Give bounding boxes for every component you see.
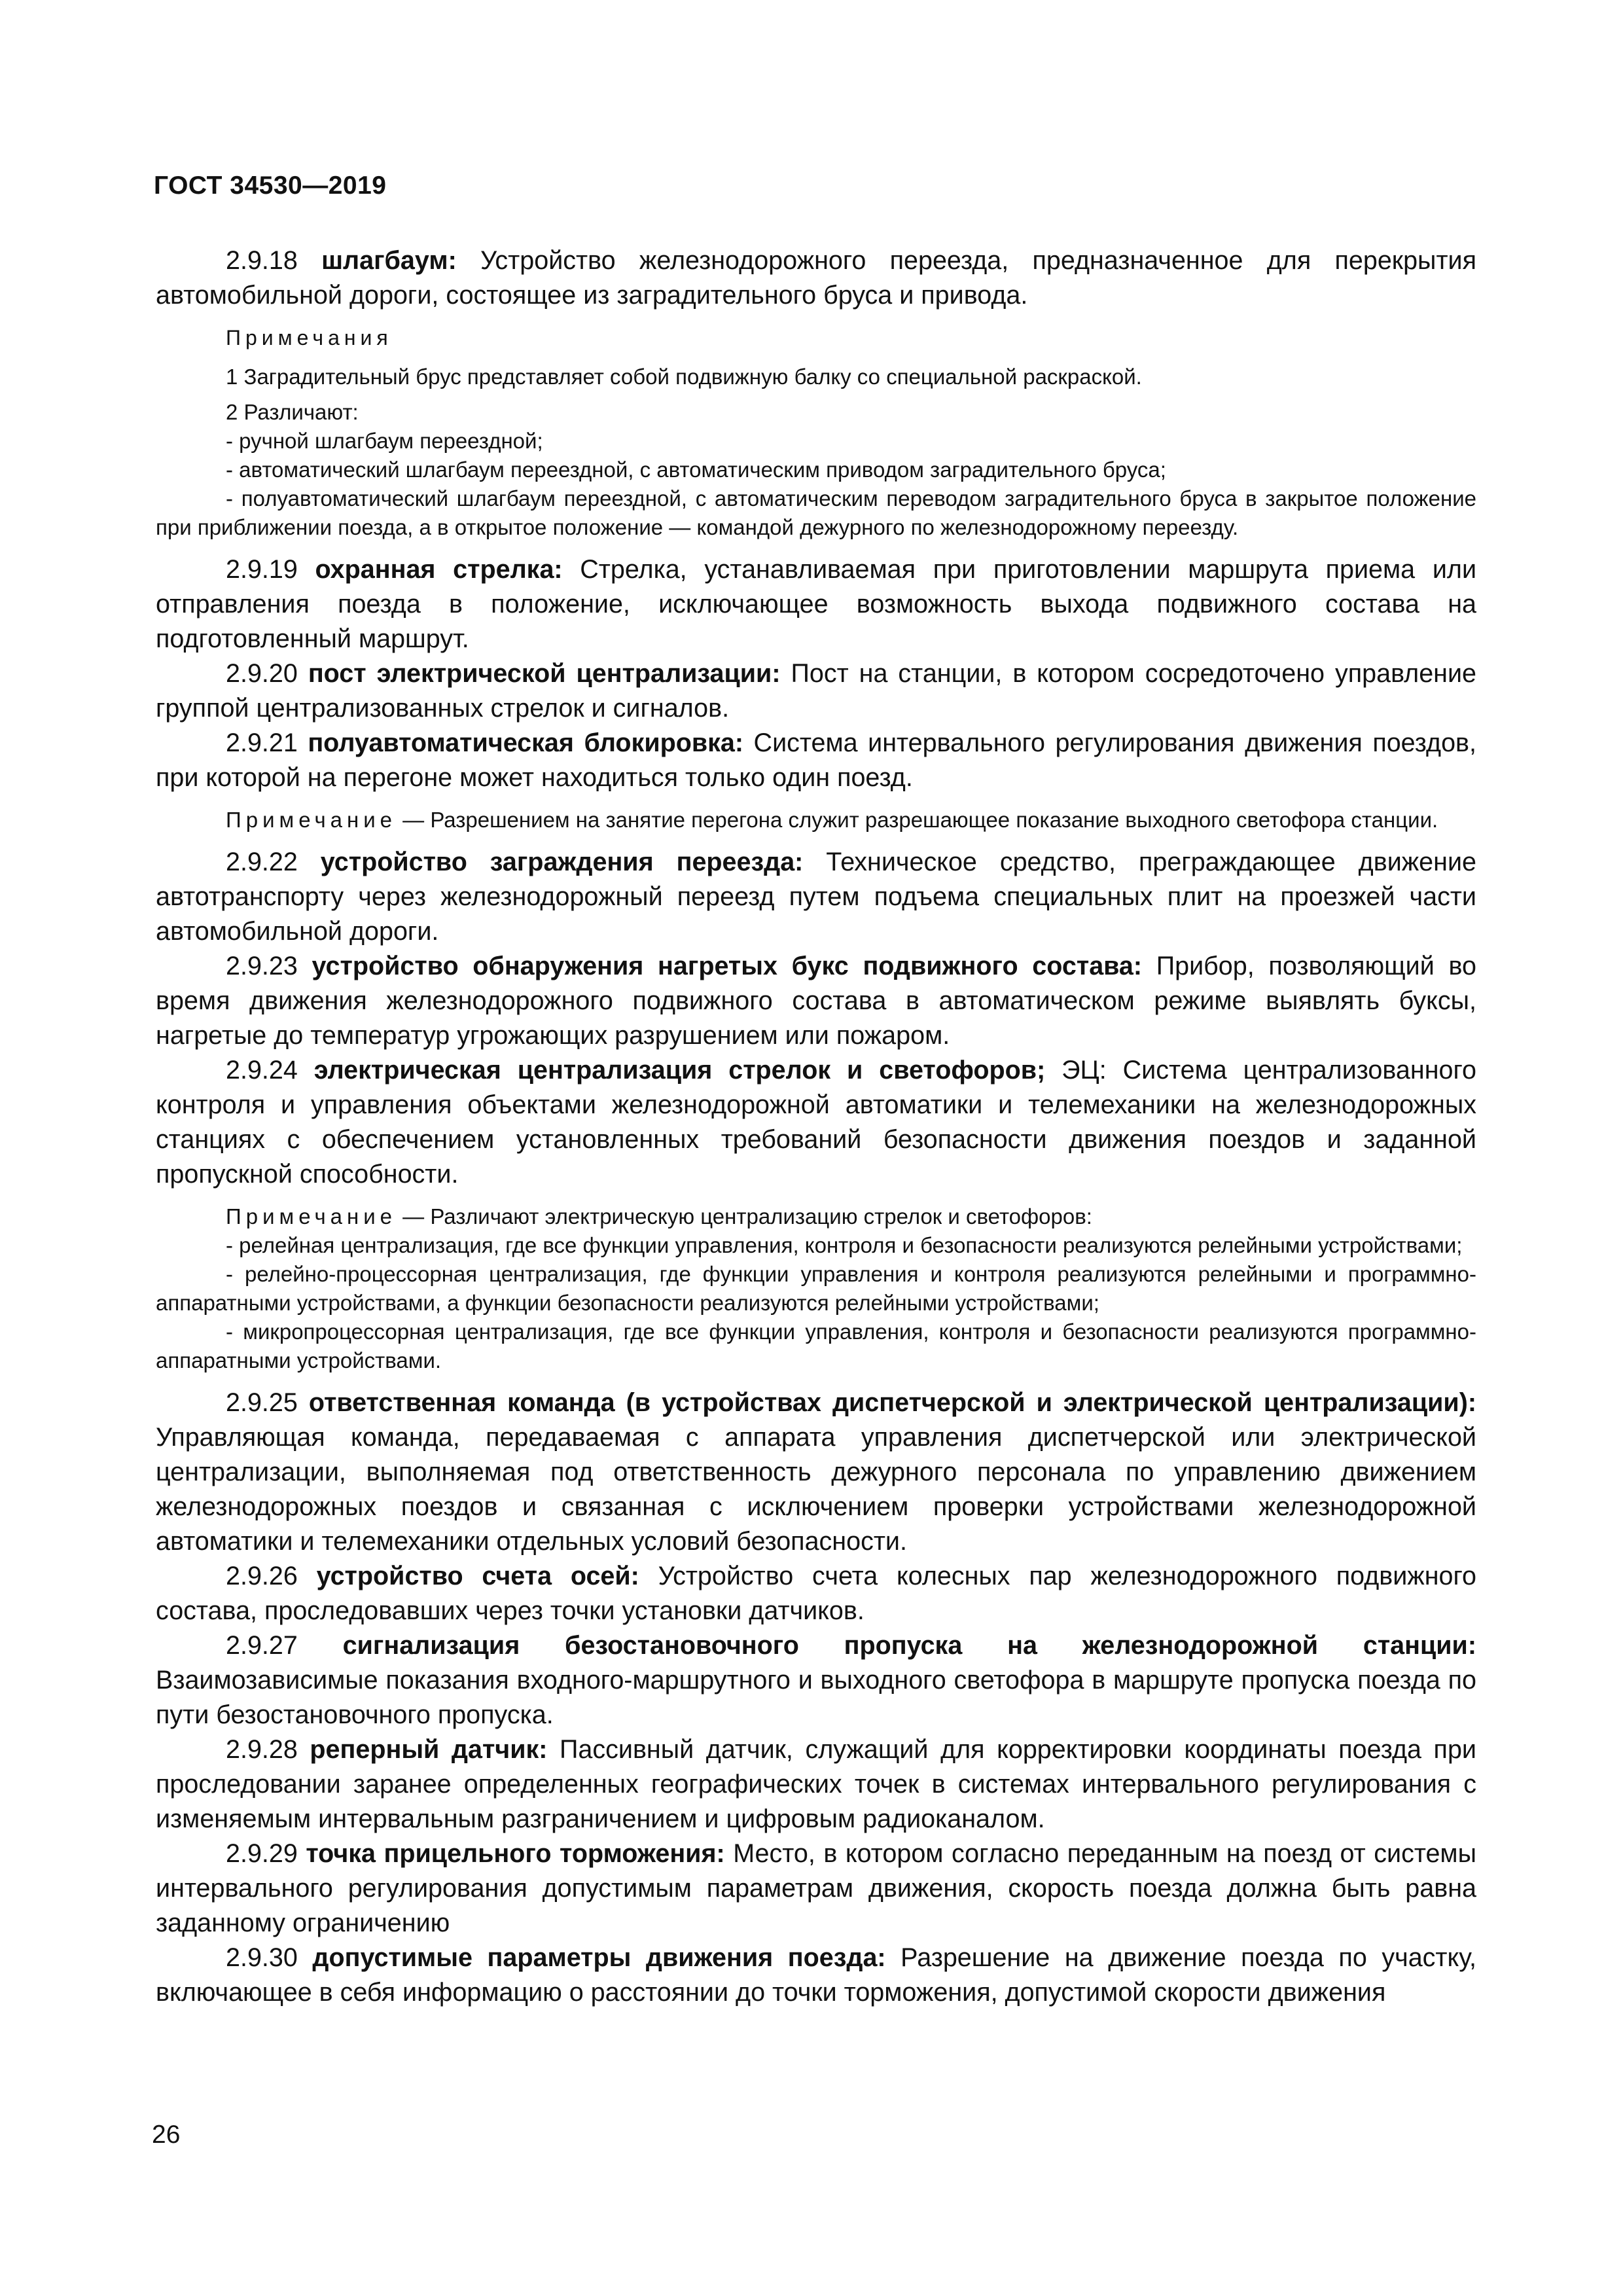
term-definition: Устройство железнодорожного переезда, предназначенное для перекрытия автомобильной дороги, состоящее из заградительного бруса и привода. [156, 246, 1476, 310]
note-list-item: - автоматический шлагбаум переездной, с автоматическим приводом заградительного бруса; [226, 457, 1166, 482]
term-2-9-22 [156, 845, 1476, 949]
term-definition: Управляющая команда, передаваемая с аппарата управления диспетчерской или электрической централизации, выполняемая под ответственность дежурного персонала по управлению движением железнодорожных поездов и связанная с исключением проверки устройствами железнодорожной автоматики и телемеханики отдельных условий безопасности. [156, 1423, 1476, 1556]
term-number: 2.9.27 [226, 1631, 343, 1660]
term-definition: Стрелка, устанавливаемая при приготовлении маршрута приема или отправления поезда в положение, исключающее возможность выхода подвижного состава на подготовленный маршрут. [156, 555, 1477, 653]
term-number: 2.9.29 [226, 1839, 306, 1868]
term-number: 2.9.30 [226, 1943, 313, 1972]
term-definition: Пассивный датчик, служащий для корректировки координаты поезда при проследовании заранее определенных географических точек в системах интервального регулирования с изменяемым интервальным разграничением и цифровым радиоканалом. [156, 1735, 1476, 1833]
note-label: Примечание [226, 1204, 397, 1229]
term-number: 2.9.19 [226, 555, 315, 584]
term-name: точка прицельного торможения: [306, 1839, 725, 1868]
term-definition: Место, в котором согласно переданным на поезд от системы интервального регулирования допустимым параметрам движения, скорость поезда должна быть равна заданному ограничению [156, 1839, 1476, 1937]
term-name: сигнализация безостановочного пропуска на железнодорожной станции: [342, 1631, 1476, 1660]
term-2-9-19 [156, 552, 1476, 656]
document-body [156, 243, 1476, 2010]
term-name: допустимые параметры движения поезда: [312, 1943, 886, 1972]
term-2-9-23 [156, 949, 1476, 1053]
term-name: охранная стрелка: [315, 555, 563, 584]
note-list-item: - релейно-процессорная централизация, где функции управления и контроля реализуются релейными и программно-аппаратными устройствами, а функции безопасности реализуются релейными устройствами; [156, 1262, 1476, 1315]
term-2-9-24 [156, 1053, 1476, 1192]
page-number: 26 [152, 2121, 181, 2149]
term-number: 2.9.26 [226, 1562, 317, 1590]
note-list-item: - полуавтоматический шлагбаум переездной, с автоматическим переводом заградительного бруса в закрытое положение при приближении поезда, а в открытое положение — командой дежурного по железнодорожному переезду. [156, 486, 1476, 539]
term-number: 2.9.18 [226, 246, 322, 275]
note-text: — Разрешением на занятие перегона служит разрешающее показание выходного светофора станции. [397, 808, 1438, 832]
document-header: ГОСТ 34530—2019 [154, 171, 387, 200]
term-definition: Устройство счета колесных пар железнодорожного подвижного состава, проследовавших через точки установки датчиков. [156, 1562, 1476, 1625]
term-2-9-29 [156, 1837, 1476, 1941]
note-item: 2 Различают: [226, 400, 359, 424]
note-list-item: - релейная централизация, где все функции управления, контроля и безопасности реализуются релейными устройствами; [226, 1233, 1463, 1257]
term-definition: Прибор, позволяющий во время движения железнодорожного подвижного состава в автоматическом режиме выявлять буксы, нагретые до температур угрожающих разрушением или пожаром. [156, 952, 1476, 1050]
term-2-9-18 [156, 243, 1476, 313]
term-2-9-28 [156, 1732, 1476, 1837]
note-list-item: - ручной шлагбаум переездной; [226, 429, 543, 453]
term-name: пост электрической централизации: [308, 659, 781, 688]
term-name: устройство обнаружения нагретых букс подвижного состава: [312, 952, 1143, 980]
note-2-9-21 [156, 806, 1476, 834]
term-name: устройство заграждения переезда: [320, 848, 804, 876]
note-label: Примечание [226, 808, 397, 832]
term-number: 2.9.20 [226, 659, 308, 688]
term-2-9-30 [156, 1941, 1476, 2010]
term-definition: Разрешение на движение поезда по участку, включающее в себя информацию о расстоянии до точки торможения, допустимой скорости движения [156, 1943, 1477, 2007]
term-2-9-20 [156, 656, 1476, 726]
note-text: — Различают электрическую централизацию стрелок и светофоров: [397, 1204, 1092, 1229]
note-2-9-24 [156, 1202, 1476, 1231]
term-number: 2.9.25 [226, 1388, 309, 1417]
notes-heading: Примечания [226, 326, 393, 350]
term-definition: Пост на станции, в котором сосредоточено управление группой централизованных стрелок и сигналов. [156, 659, 1477, 723]
term-2-9-21 [156, 726, 1476, 795]
term-definition: Взаимозависимые показания входного-маршрутного и выходного светофора в маршруте пропуска поезда по пути безостановочного пропуска. [156, 1666, 1476, 1729]
term-number: 2.9.22 [226, 848, 321, 876]
term-number: 2.9.21 [226, 728, 308, 757]
note-list-item: - микропроцессорная централизация, где все функции управления, контроля и безопасности реализуются программно-аппаратными устройствами. [156, 1319, 1476, 1372]
term-number: 2.9.28 [226, 1735, 310, 1764]
term-definition: Система интервального регулирования движения поездов, при которой на перегоне может находиться только один поезд. [156, 728, 1477, 792]
term-2-9-27 [156, 1628, 1476, 1732]
term-number: 2.9.24 [226, 1056, 314, 1085]
term-name: реперный датчик: [310, 1735, 548, 1764]
term-name: ответственная команда (в устройствах диспетчерской и электрической централизации): [308, 1388, 1477, 1417]
term-name: шлагбаум: [321, 246, 457, 275]
term-definition: ЭЦ: Система централизованного контроля и управления объектами железнодорожной автоматики и телемеханики на железнодорожных станциях с обеспечением установленных требований безопасности движения поездов и заданной пропускной способности. [156, 1056, 1477, 1189]
note-item: 1 Заградительный брус представляет собой подвижную балку со специальной раскраской. [226, 365, 1142, 389]
term-name: полуавтоматическая блокировка: [308, 728, 744, 757]
term-name: устройство счета осей: [316, 1562, 639, 1590]
term-2-9-26 [156, 1559, 1476, 1628]
term-definition: Техническое средство, преграждающее движение автотранспорту через железнодорожный переезд путем подъема специальных плит на проезжей части автомобильной дороги. [156, 848, 1477, 946]
term-number: 2.9.23 [226, 952, 312, 980]
term-2-9-25 [156, 1386, 1476, 1559]
term-name: электрическая централизация стрелок и светофоров; [313, 1056, 1046, 1085]
